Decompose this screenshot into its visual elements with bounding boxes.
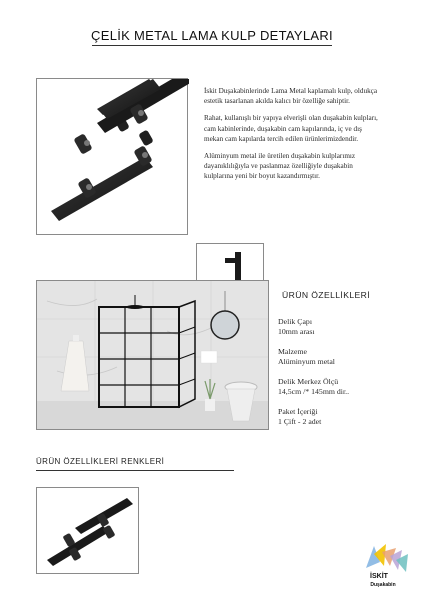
spec-material [278,347,408,367]
page-title: ÇELİK METAL LAMA KULP DETAYLARI [91,28,333,43]
spec-label: Delik Merkez Ölçü [278,377,339,386]
title-divider [92,45,332,46]
spec-value: 14,5cm /* 145mm dir.. [278,387,350,396]
spec-label: Delik Çapı [278,317,312,326]
intro-paragraph-2: Rahat, kullanışlı bir yapıya elverişli olan duşakabin kulpları, cam kabinlerinde, duşakabin cam kapılarında, iç ve dış mekan cam kapılarda tercih edilen ürünlerimizdendir. [204,114,378,143]
spec-hole-diameter [278,317,408,337]
spec-value: 1 Çift - 2 adet [278,417,322,426]
handle-pair-illustration [37,79,189,236]
spec-hole-center [278,377,408,397]
colors-divider [36,470,234,471]
colors-section-title: ÜRÜN ÖZELLİKLERİ RENKLERİ [36,457,165,466]
specs-list [278,317,408,437]
brand-name: İSKİT [370,573,388,580]
spec-label: Paket İçeriği [278,407,318,416]
iskit-logo-mark [360,544,416,574]
spec-package-contents [278,407,408,427]
intro-paragraph-3: Alüminyum metal ile üretilen duşakabin kulplarımız dayanıklılığıyla ve paslanmaz özelliğiyle duşakabin kulplarına yeni bir boyut kazandırmıştır. [204,152,356,181]
shower-cabin-illustration [37,281,269,430]
handle-bar-front-lower [51,157,153,221]
specs-title: ÜRÜN ÖZELLİKLERİ [282,290,371,300]
intro-text [204,86,380,189]
handle-pair-image-frame [36,78,188,235]
spec-value: 10mm arası [278,327,315,336]
spec-value: Alüminyum metal [278,357,335,366]
bathroom-photo-frame [36,280,269,430]
spec-label: Malzeme [278,347,308,356]
iskit-logo [360,544,416,594]
brand-sub: Duşakabin [370,582,396,588]
intro-paragraph-1: İskit Duşakabinlerinde Lama Metal kaplamalı kulp, oldukça estetik tasarlanan akılda kalıcı bir özelliğe sahiptir. [204,87,378,106]
color-option-image-frame [36,487,139,574]
black-handle-illustration [37,488,140,575]
